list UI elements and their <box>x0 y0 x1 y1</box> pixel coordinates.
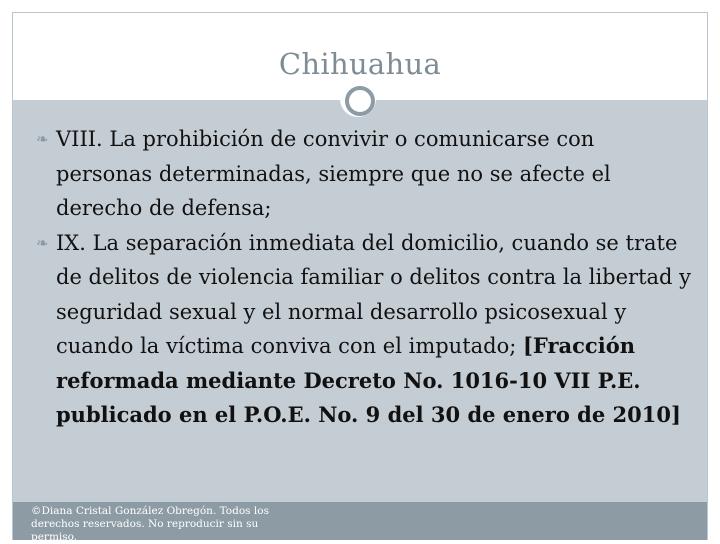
copyright-text: ©Diana Cristal González Obregón. Todos los derechos reservados. No reproducir sin su permiso. <box>31 505 269 543</box>
list-item <box>36 226 696 433</box>
footer-bar <box>13 502 707 543</box>
circle-ornament-icon <box>340 81 376 117</box>
ring-icon <box>345 86 375 116</box>
item-text: VIII. La prohibición de convivir o comunicarse con personas determinadas, siempre que no se afecte el derecho de defensa; <box>56 127 611 220</box>
list-item <box>36 122 696 226</box>
flower-bullet-icon: ❧ <box>36 233 49 252</box>
item-text: IX. La separación inmediata del domicilio, cuando se trate de delitos de violencia familiar o delitos contra la libertad y seguridad sexual y el normal desarrollo psicosexual y cuando la víctima conviva con el imputado; <box>56 230 692 358</box>
flower-bullet-icon: ❧ <box>36 130 49 148</box>
slide-title: Chihuahua <box>278 47 442 81</box>
slide-content <box>36 122 696 433</box>
reform-note: [Fracción reformada mediante Decreto No. 1016-10 VII P.E. publicado en el P.O.E. No. 9 del 30 de enero de 2010] <box>56 333 681 427</box>
